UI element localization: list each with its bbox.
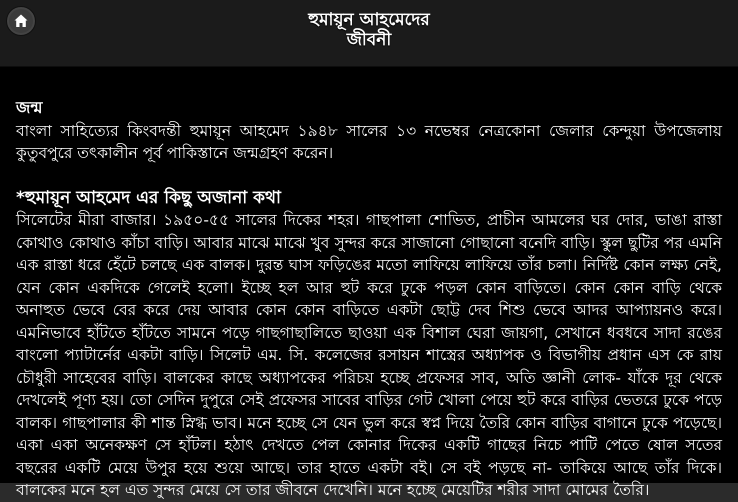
home-icon: [13, 13, 29, 29]
section-spacer: [16, 165, 722, 187]
home-button[interactable]: [6, 6, 36, 36]
unknown-facts-paragraph: সিলেটের মীরা বাজার। ১৯৫০-৫৫ সালের দিকের শহর। গাছপালা শোভিত, প্রাচীন আমলের ঘর দোর, ভাঙা রাস্তা কোথাও কোথাও কাঁচা বাড়ি। আবার মাঝে মাঝে খুব সুন্দর করে সাজানো গোছানো বনেদি বাড়ি। স্কুল ছুটির পর এমনি এক রাস্তা ধরে হেঁটে চলছে এক বালক। দুরন্ত ঘাস ফড়িঙের মতো লাফিয়ে লাফিয়ে তাঁর চলা। নির্দিষ্ট কোন লক্ষ্য নেই, যেন কোন একদিকে গেলেই হলো। ইচ্ছে হল আর হুট করে ঢুকে পড়ল কোন বাড়িতে। কোন কোন বাড়ি থেকে অনাহুত ভেবে বের করে দেয় আবার কোন কোন বাড়িতে একটা ছোট্ট দেব শিশু ভেবে আদর আপ্যায়নও করে। এমনিভাবে হাঁটতে হাঁটতে সামনে পড়ে গাছগাছালিতে ছাওয়া এক বিশাল ঘেরা জায়গা, সেখানে ধবধবে সাদা রঙের বাংলো প্যাটার্নের একটা বাড়ি। সিলেট এম. সি. কলেজের রসায়ন শাস্ত্রের অধ্যাপক ও বিভাগীয় প্রধান এস কে রায় চৌধুরী সাহেবের বাড়ি। বালকের কাছে অধ্যাপকের পরিচয় হচ্ছে প্রফেসর সাব, অতি জ্ঞানী লোক- যাঁকে দূর থেকে দেখলেই পূণ্য হয়। তো সেদিন দুপুরে সেই প্রফেসর সাবের বাড়ির গেট খোলা পেয়ে হুট করে বাড়ির ভেতরে ঢুকে পড়ে বালক। গাছপালার কী শান্ত স্নিগ্ধ ভাব। মনে হচ্ছে সে যেন ভুল করে স্বপ্ন দিয়ে তৈরি কোন বাড়ির বাগানে ঢুকে পড়েছে। একা একা অনেকক্ষণ সে হাঁটল। হঠাৎ দেখতে পেল কোনার দিকের একটি গাছের নিচে পাটি পেতে ষোল সতের বছরের একটি মেয়ে উপুর হয়ে শুয়ে আছে। তার হাতে একটা বই। সে বই পড়ছে না- তাকিয়ে আছে তাঁর দিকে। বালকের মনে হল এত সুন্দর মেয়ে সে তার জীবনে দেখেনি। মনে হচ্ছে মেয়েটির শরীর সাদা মোমের তৈরি।: [16, 211, 722, 499]
page-title: [120, 10, 618, 50]
birth-heading: জন্ম: [16, 98, 43, 117]
birth-paragraph: বাংলা সাহিত্যের কিংবদন্তী হুমায়ূন আহমেদ ১৯৪৮ সালের ১৩ নভেম্বর নেত্রকোনা জেলার কেন্দুয়া উপজেলায় কুতুবপুরে তৎকালীন পূর্ব পাকিস্তানে জন্মগ্রহণ করেন।: [16, 121, 722, 162]
content-area[interactable]: [0, 67, 738, 499]
page-title-line1: হুমায়ূন আহমেদের: [308, 10, 430, 30]
unknown-facts-heading: *হুমায়ূন আহমেদ এর কিছু অজানা কথা: [16, 187, 281, 208]
article-body: [0, 67, 738, 502]
page-title-line2: জীবনী: [346, 30, 392, 50]
header-bar: [0, 0, 738, 67]
